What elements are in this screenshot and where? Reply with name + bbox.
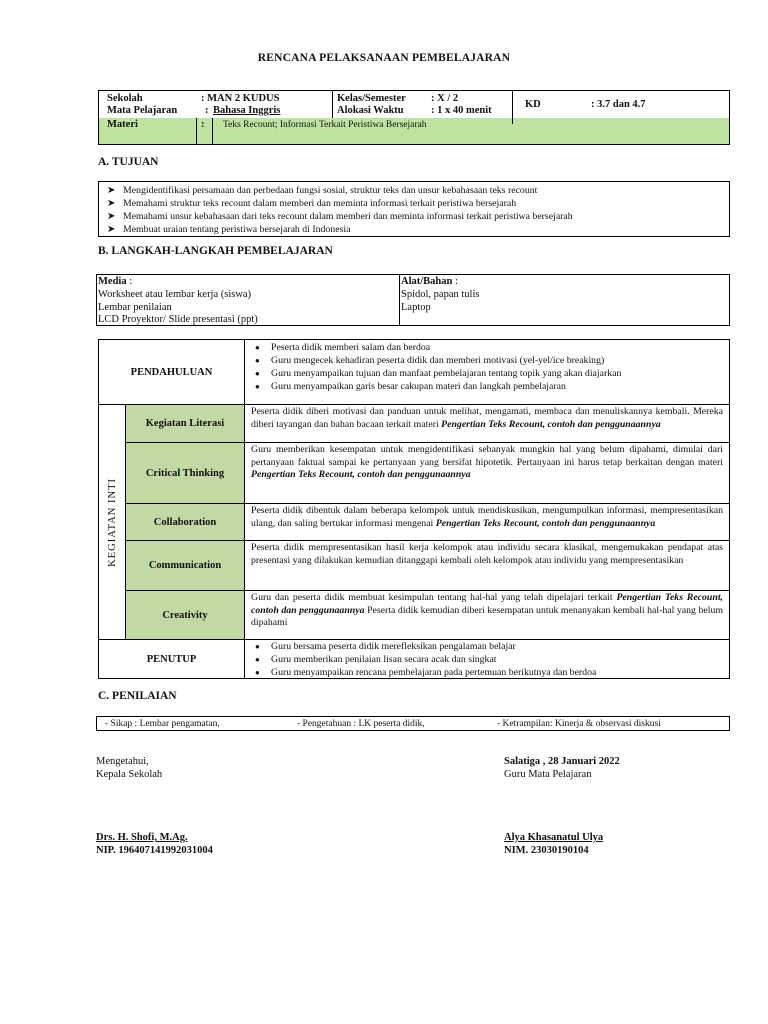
sekolah-value: : MAN 2 KUDUS — [201, 93, 280, 104]
bullet-icon: ● — [255, 642, 260, 651]
mapel-colon: : — [205, 105, 209, 116]
penutup-content — [245, 640, 729, 678]
list-item: ● Guru menyampaikan tujuan dan manfaat pembelajaran tentang topik yang akan diajarkan — [255, 368, 622, 379]
alokasi-label: Alokasi Waktu — [337, 105, 404, 116]
media-item: Worksheet atau lembar kerja (siswa) — [98, 289, 252, 300]
kd-label: KD — [525, 99, 541, 110]
tujuan-list — [99, 184, 729, 236]
arrow-bullet-icon: ➤ — [107, 185, 116, 196]
kepala-sekolah-name: Drs. H. Shofi, M.Ag. — [96, 832, 188, 843]
tujuan-item: ➤ Memahami struktur teks recount dalam memberi dan meminta informasi terkait peristiwa bersejarah — [107, 198, 517, 209]
communication-text: Peserta didik mempresentasikan hasil kerja kelompok atau individu secara klasikal, mengemukakan pendapat atas presentasi yang dilakukan kemudian ditanggapi kembali oleh kelompok atau individu yang mempresentasikan — [245, 541, 729, 591]
alat-item: Spidol, papan tulis — [401, 289, 480, 300]
collaboration-label: Collaboration — [126, 504, 245, 541]
arrow-bullet-icon: ➤ — [107, 211, 116, 222]
tujuan-heading: A. TUJUAN — [98, 156, 159, 168]
bullet-icon: ● — [255, 382, 260, 391]
materi-row — [99, 118, 729, 144]
mapel-label: Mata Pelajaran — [107, 105, 178, 116]
alat-heading: Alat/Bahan : — [401, 276, 458, 287]
pendahuluan-content — [245, 340, 729, 405]
media-heading: Media : — [98, 276, 133, 287]
guru-mapel-text: Guru Mata Pelajaran — [504, 769, 592, 780]
penilaian-heading: C. PENILAIAN — [98, 690, 177, 702]
kepala-sekolah-nip: NIP. 196407141992031004 — [96, 845, 213, 856]
materi-value: Teks Recount; Informasi Terkait Peristiwa Bersejarah — [223, 120, 427, 130]
bullet-icon: ● — [255, 343, 260, 352]
list-item: ● Guru menyampaikan garis besar cakupan materi dan langkah pembelajaran — [255, 381, 566, 392]
list-item: ● Guru menyampaikan rencana pembelajaran pada pertemuan berikutnya dan berdoa — [255, 667, 597, 678]
creativity-text: Guru dan peserta didik membuat kesimpulan tentang hal-hal yang telah dipelajari terkait Pengertian Teks Recount, contoh dan penggunaannya Peserta didik kemudian diberi kesempatan untuk menanyakan kembali hal-hal yang belum dipahami — [245, 591, 729, 640]
kelas-value: : X / 2 — [431, 93, 459, 104]
materi-label: Materi — [107, 119, 138, 130]
penilaian-sikap: - Sikap : Lembar pengamatan, — [105, 719, 220, 729]
bullet-icon: ● — [255, 655, 260, 664]
penilaian-keterampilan: - Ketrampilan: Kinerja & observasi diskusi — [497, 719, 661, 729]
bullet-icon: ● — [255, 668, 260, 677]
guru-name: Alya Khasanatul Ulya — [504, 832, 604, 843]
arrow-bullet-icon: ➤ — [107, 198, 116, 209]
list-item: ● Guru mengecek kehadiran peserta didik dan memberi motivasi (yel-yel/ice breaking) — [255, 355, 605, 366]
tujuan-box — [98, 181, 730, 237]
mengetahui-text: Mengetahui, — [96, 756, 149, 767]
collaboration-text: Peserta didik dibentuk dalam beberapa kelompok untuk mendiskusikan, mengumpulkan informasi, mempresentasikan ulang, dan saling bertukar informasi mengenai Pengertian Teks Recount, contoh dan penggunaannya — [245, 504, 729, 541]
arrow-bullet-icon: ➤ — [107, 224, 116, 235]
tujuan-item: ➤ Membuat uraian tentang peristiwa bersejarah di Indonesia — [107, 224, 351, 235]
media-item: LCD Proyektor/ Slide presentasi (ppt) — [98, 314, 258, 325]
langkah-heading: B. LANGKAH-LANGKAH PEMBELAJARAN — [98, 245, 333, 257]
kelas-label: Kelas/Semester — [337, 93, 406, 104]
identity-box — [98, 90, 730, 145]
list-item: ● Guru bersama peserta didik merefleksikan pengalaman belajar — [255, 641, 516, 652]
sekolah-label: Sekolah — [107, 93, 143, 104]
guru-nim: NIM. 23030190104 — [504, 845, 589, 856]
document-title: RENCANA PELAKSANAAN PEMBELAJARAN — [257, 52, 511, 64]
creativity-label: Creativity — [126, 591, 245, 640]
communication-label: Communication — [126, 541, 245, 591]
critical-thinking-text: Guru memberikan kesempatan untuk mengidentifikasi sebanyak mungkin hal yang belum dipahami, dimulai dari pertanyaan faktual sampai ke pertanyaan yang bersifat hipotetik. Pertanyaan ini harus tetap berkaitan dengan materi Pengertian Teks Recount, contoh dan penggunaannya — [245, 443, 729, 504]
penilaian-pengetahuan: - Pengetahuan : LK peserta didik, — [297, 719, 425, 729]
alat-item: Laptop — [401, 302, 431, 313]
bullet-icon: ● — [255, 356, 260, 365]
kepala-sekolah-text: Kepala Sekolah — [96, 769, 163, 780]
kd-value: : 3.7 dan 4.7 — [591, 99, 646, 110]
penilaian-box — [96, 716, 730, 731]
media-box — [96, 274, 730, 326]
mapel-value: Bahasa Inggris — [213, 105, 281, 116]
media-item: Lembar penilaian — [98, 302, 172, 313]
list-item: ● Guru memberikan penilaian lisan secara acak dan singkat — [255, 654, 497, 665]
penutup-label: PENUTUP — [99, 640, 245, 678]
list-item: ● Peserta didik memberi salam dan berdoa — [255, 342, 431, 353]
kegiatan-inti-label: KEGIATAN INTI — [99, 405, 126, 640]
materi-colon: : — [201, 119, 205, 130]
literasi-text: Peserta didik diberi motivasi dan panduan untuk melihat, mengamati, membaca dan menuliskannya kembali. Mereka diberi tayangan dan bahan bacaan terkait materi Pengertian Teks Recount, contoh dan penggunaannya — [245, 405, 729, 443]
tujuan-item: ➤ Memahami unsur kebahasaan dari teks recount dalam memberi dan meminta informasi terkait peristiwa bersejarah — [107, 211, 573, 222]
activity-table — [98, 339, 730, 679]
identity-row — [99, 91, 729, 119]
pendahuluan-label: PENDAHULUAN — [99, 340, 245, 405]
date-place: Salatiga , 28 Januari 2022 — [504, 756, 620, 767]
tujuan-item: ➤ Mengidentifikasi persamaan dan perbedaan fungsi sosial, struktur teks dan unsur kebahasaan teks recount — [107, 185, 538, 196]
critical-thinking-label: Critical Thinking — [126, 443, 245, 504]
literasi-label: Kegiatan Literasi — [126, 405, 245, 443]
alokasi-value: : 1 x 40 menit — [431, 105, 492, 116]
bullet-icon: ● — [255, 369, 260, 378]
